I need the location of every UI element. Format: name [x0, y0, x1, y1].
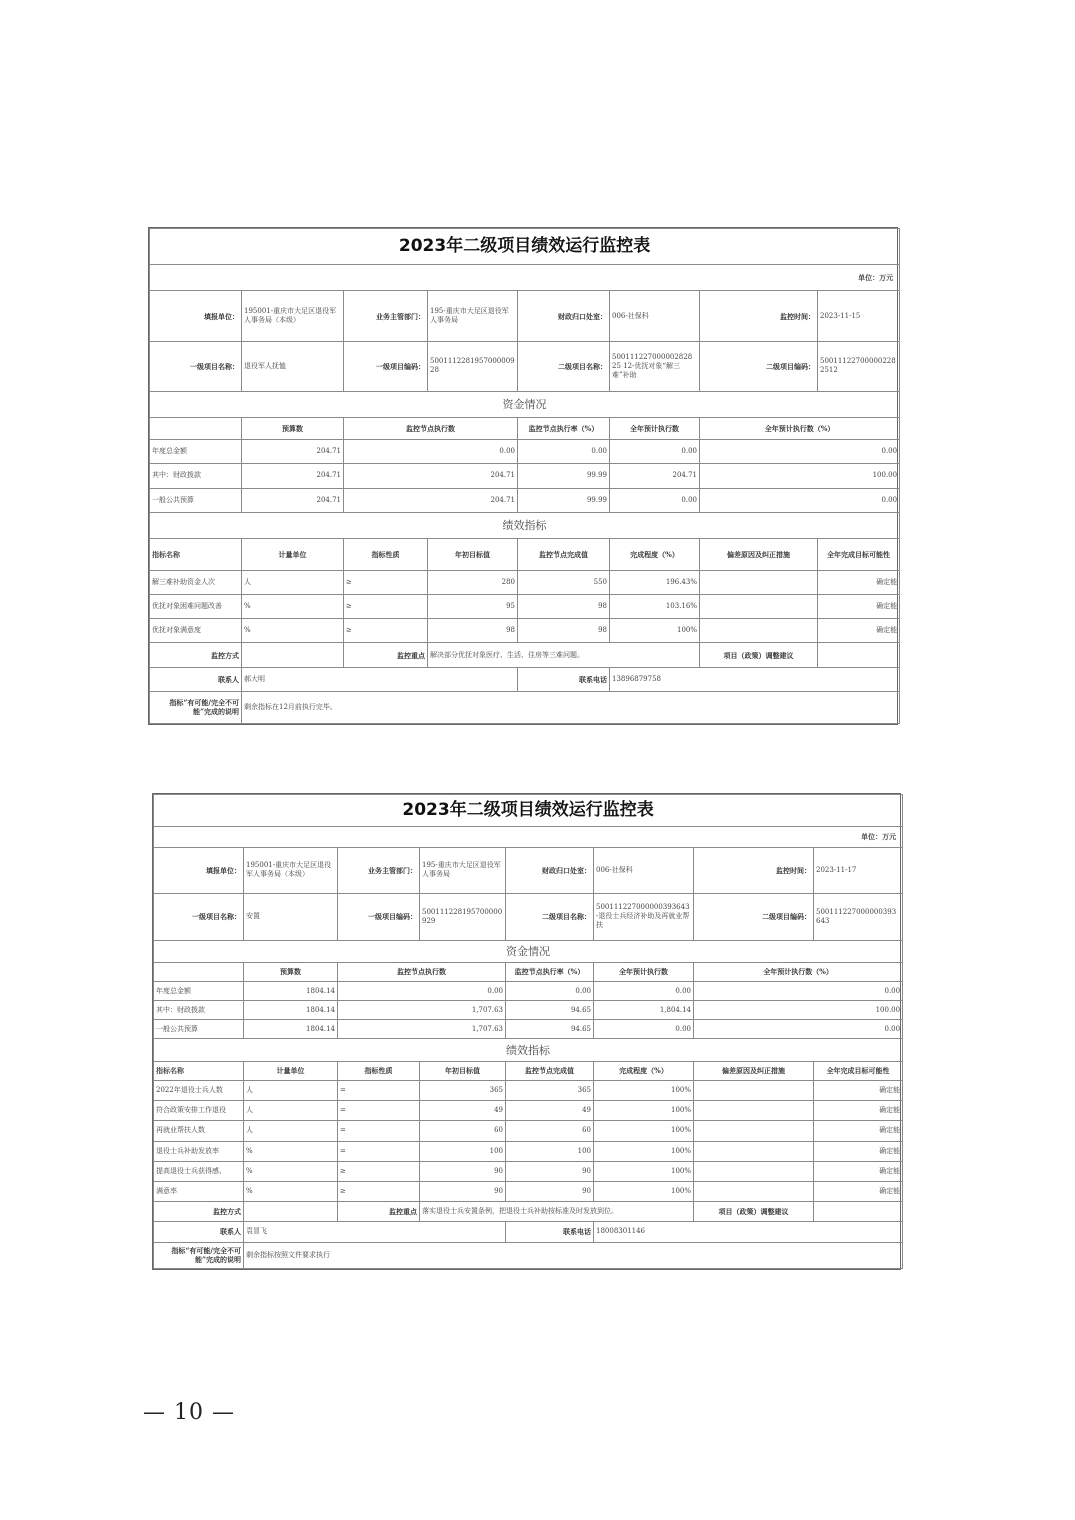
- perf-row: [154, 1080, 903, 1100]
- perf-row: [154, 1161, 903, 1181]
- perf-row-nature: ≥: [338, 1161, 420, 1181]
- funds-row-name: 年度总金额: [150, 440, 242, 464]
- funds-row-budget: 1804.14: [244, 981, 338, 1000]
- funds-row: [150, 488, 900, 512]
- adjust-label: 项目（政策）调整建议: [694, 1202, 814, 1222]
- funds-row-exec: 1,707.63: [338, 1020, 506, 1039]
- funds-header-budget: 预算数: [242, 418, 344, 440]
- finance-label: 财政归口处室：: [518, 291, 610, 341]
- perf-row-possible: 确定能: [814, 1181, 903, 1201]
- funds-row-forecast-pct: 0.00: [694, 1020, 903, 1039]
- funds-row-exec: 204.71: [344, 488, 518, 512]
- perf-header-name: 指标名称: [150, 538, 242, 570]
- perf-row-possible: 确定能: [814, 1141, 903, 1161]
- key-label: 监控重点: [338, 1202, 420, 1222]
- l1-code-value: 500111228195700000929: [420, 894, 506, 940]
- perf-row-unit: %: [242, 595, 344, 619]
- perf-row-target: 49: [420, 1101, 506, 1121]
- perf-section-title: 绩效指标: [150, 512, 900, 538]
- perf-row-nature: =: [338, 1121, 420, 1141]
- phone-label: 联系电话: [518, 667, 610, 691]
- contact-value: 郝大明: [242, 667, 518, 691]
- funds-row-rate: 94.65: [506, 1001, 594, 1020]
- perf-header-reason: 偏差原因及纠正措施: [694, 1061, 814, 1080]
- perf-row-pct: 100%: [610, 619, 700, 643]
- l1-name-label: 一级项目名称：: [150, 341, 242, 391]
- funds-row-forecast: 1,804.14: [594, 1001, 694, 1020]
- funds-row-rate: 94.65: [506, 1020, 594, 1039]
- l2-name-label: 二级项目名称：: [506, 894, 594, 940]
- adjust-value: [818, 643, 900, 667]
- adjust-label: 项目（政策）调整建议: [700, 643, 818, 667]
- funds-header-forecast: 全年预计执行数: [594, 962, 694, 981]
- perf-row-reason: [694, 1181, 814, 1201]
- funds-row-rate: 0.00: [506, 981, 594, 1000]
- perf-row-target: 365: [420, 1080, 506, 1100]
- dept-label: 业务主管部门：: [338, 847, 420, 893]
- contact-value: 袁冒飞: [244, 1222, 506, 1242]
- perf-header-done: 监控节点完成值: [518, 538, 610, 570]
- funds-row-budget: 204.71: [242, 464, 344, 488]
- funds-row-forecast: 0.00: [610, 440, 700, 464]
- funds-header-exec: 监控节点执行数: [344, 418, 518, 440]
- funds-row-name: 一般公共预算: [150, 488, 242, 512]
- perf-row-nature: ≥: [344, 571, 428, 595]
- perf-row-name: 优抚对象困难问题改善: [150, 595, 242, 619]
- perf-row-done: 550: [518, 571, 610, 595]
- perf-row-nature: ≥: [338, 1181, 420, 1201]
- funds-header-forecast: 全年预计执行数: [610, 418, 700, 440]
- perf-row-name: 满意率: [154, 1181, 244, 1201]
- perf-row-nature: ≥: [344, 595, 428, 619]
- funds-row: [154, 981, 903, 1000]
- funds-row-rate: 99.99: [518, 464, 610, 488]
- perf-row-reason: [694, 1141, 814, 1161]
- l2-code-label: 二级项目编码：: [700, 341, 818, 391]
- perf-row: [150, 571, 900, 595]
- l1-name-label: 一级项目名称：: [154, 894, 244, 940]
- key-value: 落实退役士兵安置条例，把退役士兵补助按标准及时发放到位。: [420, 1202, 694, 1222]
- funds-row-rate: 0.00: [518, 440, 610, 464]
- perf-row-done: 60: [506, 1121, 594, 1141]
- perf-row-unit: %: [244, 1181, 338, 1201]
- perf-row: [154, 1101, 903, 1121]
- perf-header-unit: 计量单位: [244, 1061, 338, 1080]
- perf-header-possible: 全年完成目标可能性: [814, 1061, 903, 1080]
- note-value: 剩余指标按照文件要求执行: [244, 1242, 903, 1268]
- funds-row-forecast-pct: 0.00: [694, 981, 903, 1000]
- perf-row: [150, 619, 900, 643]
- l1-code-value: 500111228195700000928: [428, 341, 518, 391]
- perf-row-unit: %: [244, 1141, 338, 1161]
- perf-row-possible: 确定能: [818, 619, 900, 643]
- funds-row-budget: 204.71: [242, 488, 344, 512]
- perf-row-pct: 196.43%: [610, 571, 700, 595]
- form-table: [153, 794, 903, 1269]
- perf-row-name: 符合政策安排工作退役: [154, 1101, 244, 1121]
- finance-value: 006-社保科: [594, 847, 694, 893]
- funds-row-name: 其中：财政拨款: [150, 464, 242, 488]
- perf-row-target: 98: [428, 619, 518, 643]
- funds-row-forecast: 204.71: [610, 464, 700, 488]
- finance-value: 006-社保科: [610, 291, 700, 341]
- phone-value: 13896879758: [610, 667, 900, 691]
- l2-name-label: 二级项目名称：: [518, 341, 610, 391]
- l1-name-value: 退役军人抚恤: [242, 341, 344, 391]
- perf-row-reason: [700, 571, 818, 595]
- perf-row-name: 提高退役士兵获得感、: [154, 1161, 244, 1181]
- perf-row-target: 90: [420, 1161, 506, 1181]
- time-label: 监控时间：: [694, 847, 814, 893]
- funds-row: [154, 1020, 903, 1039]
- note-value: 剩余指标在12月前执行完毕。: [242, 691, 900, 723]
- perf-row: [150, 595, 900, 619]
- funds-row-budget: 204.71: [242, 440, 344, 464]
- dept-value: 195-重庆市大足区退役军人事务局: [428, 291, 518, 341]
- perf-row-pct: 100%: [594, 1080, 694, 1100]
- monitoring-form-2: [152, 793, 901, 1270]
- funds-row-forecast-pct: 0.00: [700, 440, 900, 464]
- perf-row-done: 90: [506, 1161, 594, 1181]
- perf-row: [154, 1181, 903, 1201]
- perf-row: [154, 1141, 903, 1161]
- perf-row-nature: =: [338, 1141, 420, 1161]
- perf-row-reason: [694, 1080, 814, 1100]
- l1-code-label: 一级项目编码：: [344, 341, 428, 391]
- funds-header-blank: [154, 962, 244, 981]
- page-number: — 10 —: [143, 1400, 235, 1425]
- perf-row-pct: 100%: [594, 1141, 694, 1161]
- time-value: 2023-11-15: [818, 291, 900, 341]
- dept-label: 业务主管部门：: [344, 291, 428, 341]
- funds-header-exec: 监控节点执行数: [338, 962, 506, 981]
- perf-row-unit: 人: [244, 1121, 338, 1141]
- l2-code-label: 二级项目编码：: [694, 894, 814, 940]
- method-value: [244, 1202, 338, 1222]
- perf-row-name: 再就业帮扶人数: [154, 1121, 244, 1141]
- funds-header-budget: 预算数: [244, 962, 338, 981]
- funds-row: [154, 1001, 903, 1020]
- perf-row-nature: =: [338, 1080, 420, 1100]
- perf-row-possible: 确定能: [818, 595, 900, 619]
- time-value: 2023-11-17: [814, 847, 903, 893]
- perf-row-pct: 100%: [594, 1101, 694, 1121]
- form-table: [149, 228, 900, 724]
- method-label: 监控方式: [154, 1202, 244, 1222]
- time-label: 监控时间：: [700, 291, 818, 341]
- fill-unit-value: 195001-重庆市大足区退役军人事务局（本级）: [244, 847, 338, 893]
- funds-row-exec: 0.00: [344, 440, 518, 464]
- perf-header-target: 年初目标值: [420, 1061, 506, 1080]
- funds-row-forecast-pct: 100.00: [694, 1001, 903, 1020]
- perf-row-reason: [700, 619, 818, 643]
- phone-value: 18008301146: [594, 1222, 903, 1242]
- funds-header-blank: [150, 418, 242, 440]
- funds-row-budget: 1804.14: [244, 1020, 338, 1039]
- note-label: 指标“有可能/完全不可能”完成的说明: [150, 691, 242, 723]
- l2-code-value: 500111227000002282512: [818, 341, 900, 391]
- funds-row-exec: 0.00: [338, 981, 506, 1000]
- funds-header-forecast-pct: 全年预计执行数（%）: [694, 962, 903, 981]
- l1-code-label: 一级项目编码：: [338, 894, 420, 940]
- perf-row-nature: =: [338, 1101, 420, 1121]
- dept-value: 195-重庆市大足区退役军人事务局: [420, 847, 506, 893]
- funds-row-forecast-pct: 0.00: [700, 488, 900, 512]
- perf-row-reason: [700, 595, 818, 619]
- funds-row-forecast: 0.00: [610, 488, 700, 512]
- monitoring-form-1: [148, 227, 898, 725]
- perf-header-name: 指标名称: [154, 1061, 244, 1080]
- form-title: 2023年二级项目绩效运行监控表: [154, 795, 903, 827]
- perf-row: [154, 1121, 903, 1141]
- perf-row-done: 98: [518, 595, 610, 619]
- l2-code-value: 500111227000000393643: [814, 894, 903, 940]
- adjust-value: [814, 1202, 903, 1222]
- key-value: 解决部分优抚对象医疗、生活、住房等三难问题。: [428, 643, 700, 667]
- perf-row-possible: 确定能: [814, 1121, 903, 1141]
- perf-header-nature: 指标性质: [338, 1061, 420, 1080]
- contact-label: 联系人: [154, 1222, 244, 1242]
- perf-row-done: 98: [518, 619, 610, 643]
- perf-row-target: 90: [420, 1181, 506, 1201]
- perf-section-title: 绩效指标: [154, 1039, 903, 1061]
- key-label: 监控重点: [344, 643, 428, 667]
- funds-row-forecast: 0.00: [594, 1020, 694, 1039]
- funds-row-forecast-pct: 100.00: [700, 464, 900, 488]
- perf-row-unit: 人: [244, 1080, 338, 1100]
- perf-row-pct: 100%: [594, 1181, 694, 1201]
- funds-row-exec: 204.71: [344, 464, 518, 488]
- funds-row-forecast: 0.00: [594, 981, 694, 1000]
- perf-row-unit: %: [242, 619, 344, 643]
- funds-header-forecast-pct: 全年预计执行数（%）: [700, 418, 900, 440]
- perf-row-target: 95: [428, 595, 518, 619]
- perf-header-possible: 全年完成目标可能性: [818, 538, 900, 570]
- method-label: 监控方式: [150, 643, 242, 667]
- perf-row-name: 退役士兵补助发放率: [154, 1141, 244, 1161]
- perf-header-pct: 完成程度（%）: [594, 1061, 694, 1080]
- fill-unit-label: 填报单位：: [150, 291, 242, 341]
- perf-header-reason: 偏差原因及纠正措施: [700, 538, 818, 570]
- form-title: 2023年二级项目绩效运行监控表: [150, 229, 900, 265]
- funds-row-exec: 1,707.63: [338, 1001, 506, 1020]
- funds-row-budget: 1804.14: [244, 1001, 338, 1020]
- perf-row-possible: 确定能: [814, 1080, 903, 1100]
- fill-unit-label: 填报单位：: [154, 847, 244, 893]
- perf-row-possible: 确定能: [818, 571, 900, 595]
- perf-row-done: 365: [506, 1080, 594, 1100]
- perf-row-unit: %: [244, 1161, 338, 1181]
- perf-header-nature: 指标性质: [344, 538, 428, 570]
- perf-row-done: 100: [506, 1141, 594, 1161]
- perf-row-name: 解三难补助资金人次: [150, 571, 242, 595]
- perf-row-unit: 人: [242, 571, 344, 595]
- funds-row-name: 其中：财政拨款: [154, 1001, 244, 1020]
- funds-header-rate: 监控节点执行率（%）: [506, 962, 594, 981]
- perf-row-reason: [694, 1121, 814, 1141]
- funds-row-name: 年度总金额: [154, 981, 244, 1000]
- perf-row-target: 100: [420, 1141, 506, 1161]
- note-label: 指标“有可能/完全不可能”完成的说明: [154, 1242, 244, 1268]
- perf-row-nature: ≥: [344, 619, 428, 643]
- perf-row-possible: 确定能: [814, 1161, 903, 1181]
- finance-label: 财政归口处室：: [506, 847, 594, 893]
- method-value: [242, 643, 344, 667]
- funds-section-title: 资金情况: [154, 940, 903, 962]
- perf-row-pct: 100%: [594, 1161, 694, 1181]
- l1-name-value: 安置: [244, 894, 338, 940]
- perf-row-target: 60: [420, 1121, 506, 1141]
- perf-header-pct: 完成程度（%）: [610, 538, 700, 570]
- funds-row: [150, 464, 900, 488]
- perf-row-target: 280: [428, 571, 518, 595]
- perf-row-unit: 人: [244, 1101, 338, 1121]
- l2-name-value: 500111227000002828 25 12-优抚对象“解三难”补助: [610, 341, 700, 391]
- funds-header-rate: 监控节点执行率（%）: [518, 418, 610, 440]
- perf-row-pct: 100%: [594, 1121, 694, 1141]
- perf-row-possible: 确定能: [814, 1101, 903, 1121]
- perf-row-pct: 103.16%: [610, 595, 700, 619]
- perf-row-name: 2022年退役士兵人数: [154, 1080, 244, 1100]
- l2-name-value: 500111227000000393643-退役士兵经济补助及再就业帮扶: [594, 894, 694, 940]
- perf-row-name: 优抚对象满意度: [150, 619, 242, 643]
- phone-label: 联系电话: [506, 1222, 594, 1242]
- perf-header-done: 监控节点完成值: [506, 1061, 594, 1080]
- funds-row: [150, 440, 900, 464]
- perf-header-unit: 计量单位: [242, 538, 344, 570]
- fill-unit-value: 195001-重庆市大足区退役军人事务局（本级）: [242, 291, 344, 341]
- perf-row-reason: [694, 1161, 814, 1181]
- perf-row-reason: [694, 1101, 814, 1121]
- contact-label: 联系人: [150, 667, 242, 691]
- funds-section-title: 资金情况: [150, 391, 900, 417]
- perf-row-done: 49: [506, 1101, 594, 1121]
- funds-row-rate: 99.99: [518, 488, 610, 512]
- perf-row-done: 90: [506, 1181, 594, 1201]
- funds-row-name: 一般公共预算: [154, 1020, 244, 1039]
- perf-header-target: 年初目标值: [428, 538, 518, 570]
- unit-label: 单位：万元: [150, 265, 900, 291]
- unit-label: 单位：万元: [154, 827, 903, 847]
